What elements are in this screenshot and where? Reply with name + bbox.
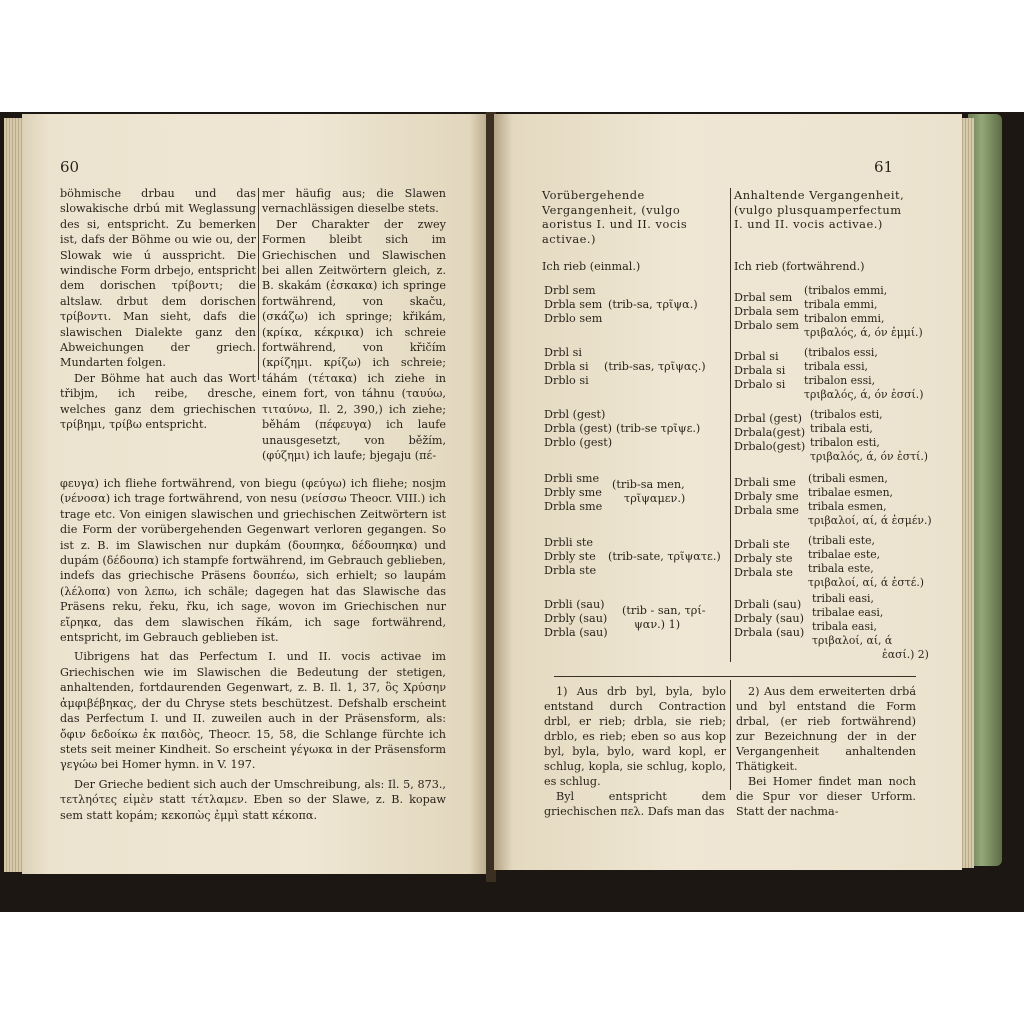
footnote-rule xyxy=(554,676,916,677)
entry-left: Drbli ste Drbly ste Drbla ste (trib-sate, τρῖψατε.) xyxy=(544,536,721,577)
table-header-right: Anhaltende Vergangenheit, (vulgo plusquamperfectum I. und II. vocis activae.) xyxy=(734,188,905,231)
entry-right: Drbali sme Drbaly sme Drbala sme (tribali esmen, tribalae esmen, tribala esmen, τριβαλοί, αί, ά ἐσμέν.) xyxy=(734,472,932,527)
column-rule xyxy=(258,188,259,380)
entry-left: Drbl (gest) Drbla (gest) Drblo (gest) (trib-se τρῖψε.) xyxy=(544,408,701,449)
right-page-stack xyxy=(960,118,974,868)
entry-left: Drbli (sau) Drbly (sau) Drbla (sau) (trib - san, τρί- ψαν.) 1) xyxy=(544,598,706,639)
paragraph: Der Böhme hat auch das Wort třibjm, ich reibe, dresche, welches ganz dem griechischen τρίβημι, τρίβω entspricht. xyxy=(60,371,256,432)
left-column-1 xyxy=(60,186,256,433)
row-label-right: Ich rieb (fortwährend.) xyxy=(734,260,865,273)
left-page-stack xyxy=(4,118,24,872)
entry-right: Drbal si Drbala si Drbalo si (tribalos essi, tribala essi, tribalon essi, τριβαλός, ά, όν ἐσσί.) xyxy=(734,346,924,401)
entry-right: Drbali (sau) Drbaly (sau) Drbala (sau) tribali easi, tribalae easi, tribala easi, τριβαλοί, αί, ά ἐασί.) 2) xyxy=(734,592,929,661)
footnote-text: Byl entspricht dem griechischen πελ. Dafs man das xyxy=(544,790,726,818)
paragraph: böhmische drbau und das slowakische drbú mit Weglassung des si, entspricht. Zu bemerken ist, dafs der Böhme ou wie ou, der Slowak wie ú ausspricht. Die windische Form drbejo, entspricht dem dorischen τρίβοντι; die altslaw. drbut dem dorischen τρίβοντι. Man sieht, dafs die slawischen Dialekte ganz den Abweichungen der griech. Mundarten folgen. xyxy=(60,187,256,370)
entry-right: Drbal (gest) Drbala(gest) Drbalo(gest) (tribalos esti, tribala esti, tribalon esti, τριβαλός, ά, όν ἐστί.) xyxy=(734,408,929,463)
left-full-width-text xyxy=(60,476,446,823)
left-column-2 xyxy=(262,186,446,463)
paragraph: mer häufig aus; die Slawen vernachlässigen dieselbe stets. xyxy=(262,187,446,216)
paragraph: Der Charakter der zwey Formen bleibt sich im Griechischen und Slawischen bei allen Zeitwörtern gleich, z. B. skakám (ἐσκακα) ich springe fortwährend, von skaču, (σκάζω) ich springe; křikám, (κρίκα, κέκρικα) ich schreie fortwährend, von křičím (κρίζημι. κρίζω) ich schreie; táhám (τέτακα) ich ziehe in einem fort, von táhnu (ταυύω, τιταύνω, Il. 2, 390,) ich ziehe; běhám (πέφευγα) ich laufe unausgesetzt, von běžím, (φύζημι) ich laufe; bjegaju (πέ- xyxy=(262,217,446,462)
entry-left: Drbl si Drbla si Drblo si (trib-sas, τρῖψας.) xyxy=(544,346,706,387)
footnote-text: Bei Homer findet man noch die Spur vor dieser Urform. Statt der nachma- xyxy=(736,775,916,818)
footnote-1 xyxy=(544,684,726,819)
table-divider xyxy=(730,188,731,662)
page-number-left: 60 xyxy=(60,158,80,176)
right-page xyxy=(494,114,962,870)
entry-left: Drbl sem Drbla sem Drblo sem (trib-sa, τρῖψα.) xyxy=(544,284,698,325)
footnote-text: 2) Aus dem erweiterten drbá und byl entstand die Form drbal, (er rieb fortwährend) zur Bezeichnung der in der Vergangenheit anhaltenden Thätigkeit. xyxy=(736,685,916,773)
entry-right: Drbal sem Drbala sem Drbalo sem (tribalos emmi, tribala emmi, tribalon emmi, τριβαλός, ά, όν ἐμμί.) xyxy=(734,284,923,339)
row-label-left: Ich rieb (einmal.) xyxy=(542,260,641,273)
entry-left: Drbli sme Drbly sme Drbla sme (trib-sa men, τρῖψαμεν.) xyxy=(544,472,686,513)
footnote-divider xyxy=(730,680,731,790)
page-number-right: 61 xyxy=(874,158,894,176)
paragraph: Der Grieche bedient sich auch der Umschreibung, als: Il. 5, 873., τετληότες εἰμὲν statt τέτλαμεν. Eben so der Slawe, z. B. kopaw sem statt kopám; κεκοπὼς ἐμμὶ statt κέκοπα. xyxy=(60,777,446,822)
left-page xyxy=(22,114,488,874)
entry-right: Drbali ste Drbaly ste Drbala ste (tribali este, tribalae este, tribala este, τριβαλοί, αί, ά ἐστέ.) xyxy=(734,534,925,589)
footnote-2 xyxy=(736,684,916,819)
table-header-left: Vorübergehende Vergangenheit, (vulgo aoristus I. und II. vocis activae.) xyxy=(542,188,688,246)
paragraph: φευγα) ich fliehe fortwährend, von biegu (φεύγω) ich fliehe; nosjm (νένοσα) ich trage fortwährend, von nesu (νείσσω Theocr. VIII.) ich trage etc. Von einigen slawischen und griechischen Zeitwörtern ist die Form der vorübergehenden Gegenwart verloren gegangen. So ist z. B. im Slawischen nur dupkám (δουπηκα, δέδουπηκα) und dupám (δέδουπα) ich stampfe fortwährend, im Gebrauch geblieben, indefs das griechische Präsens δουπέω, sich erhielt; so laupám (λέλοπα) von λεπω, ich schäle; dagegen hat das Slawische das Präsens reku, řeku, řku, ich sage, wovon im Griechischen nur εἴρηκα, das dem slawischen říkám, ich sage fortwährend, entspricht, im Gebrauch geblieben ist. xyxy=(60,477,446,645)
paragraph: Uibrigens hat das Perfectum I. und II. vocis activae im Griechischen wie im Slawischen die Bedeutung der stetigen, anhaltenden, fortdaurenden Gegenwart, z. B. Il. 1, 37, ὃς Χρύσην ἀμφιβέβηκας, der du Chryse stets beschützest. Defshalb erscheint das Perfectum I. und II. zuweilen auch in der Präsensform, als: ὄφιν δεδοίκω ἐκ παιδὸς, Theocr. 15, 58, die Schlange fürchte ich stets seit meiner Kindheit. So erscheint γέγωκα in der Präsensform γεγώω bei Homer hymn. in V. 197. xyxy=(60,650,446,772)
footnote-text: 1) Aus drb byl, byla, bylo entstand durch Contraction drbl, er rieb; drbla, sie rieb; drblo, es rieb; eben so aus kop byl, byla, bylo, ward kopl, er schlug, kopla, sie schlug, koplo, es schlug. xyxy=(544,685,726,788)
